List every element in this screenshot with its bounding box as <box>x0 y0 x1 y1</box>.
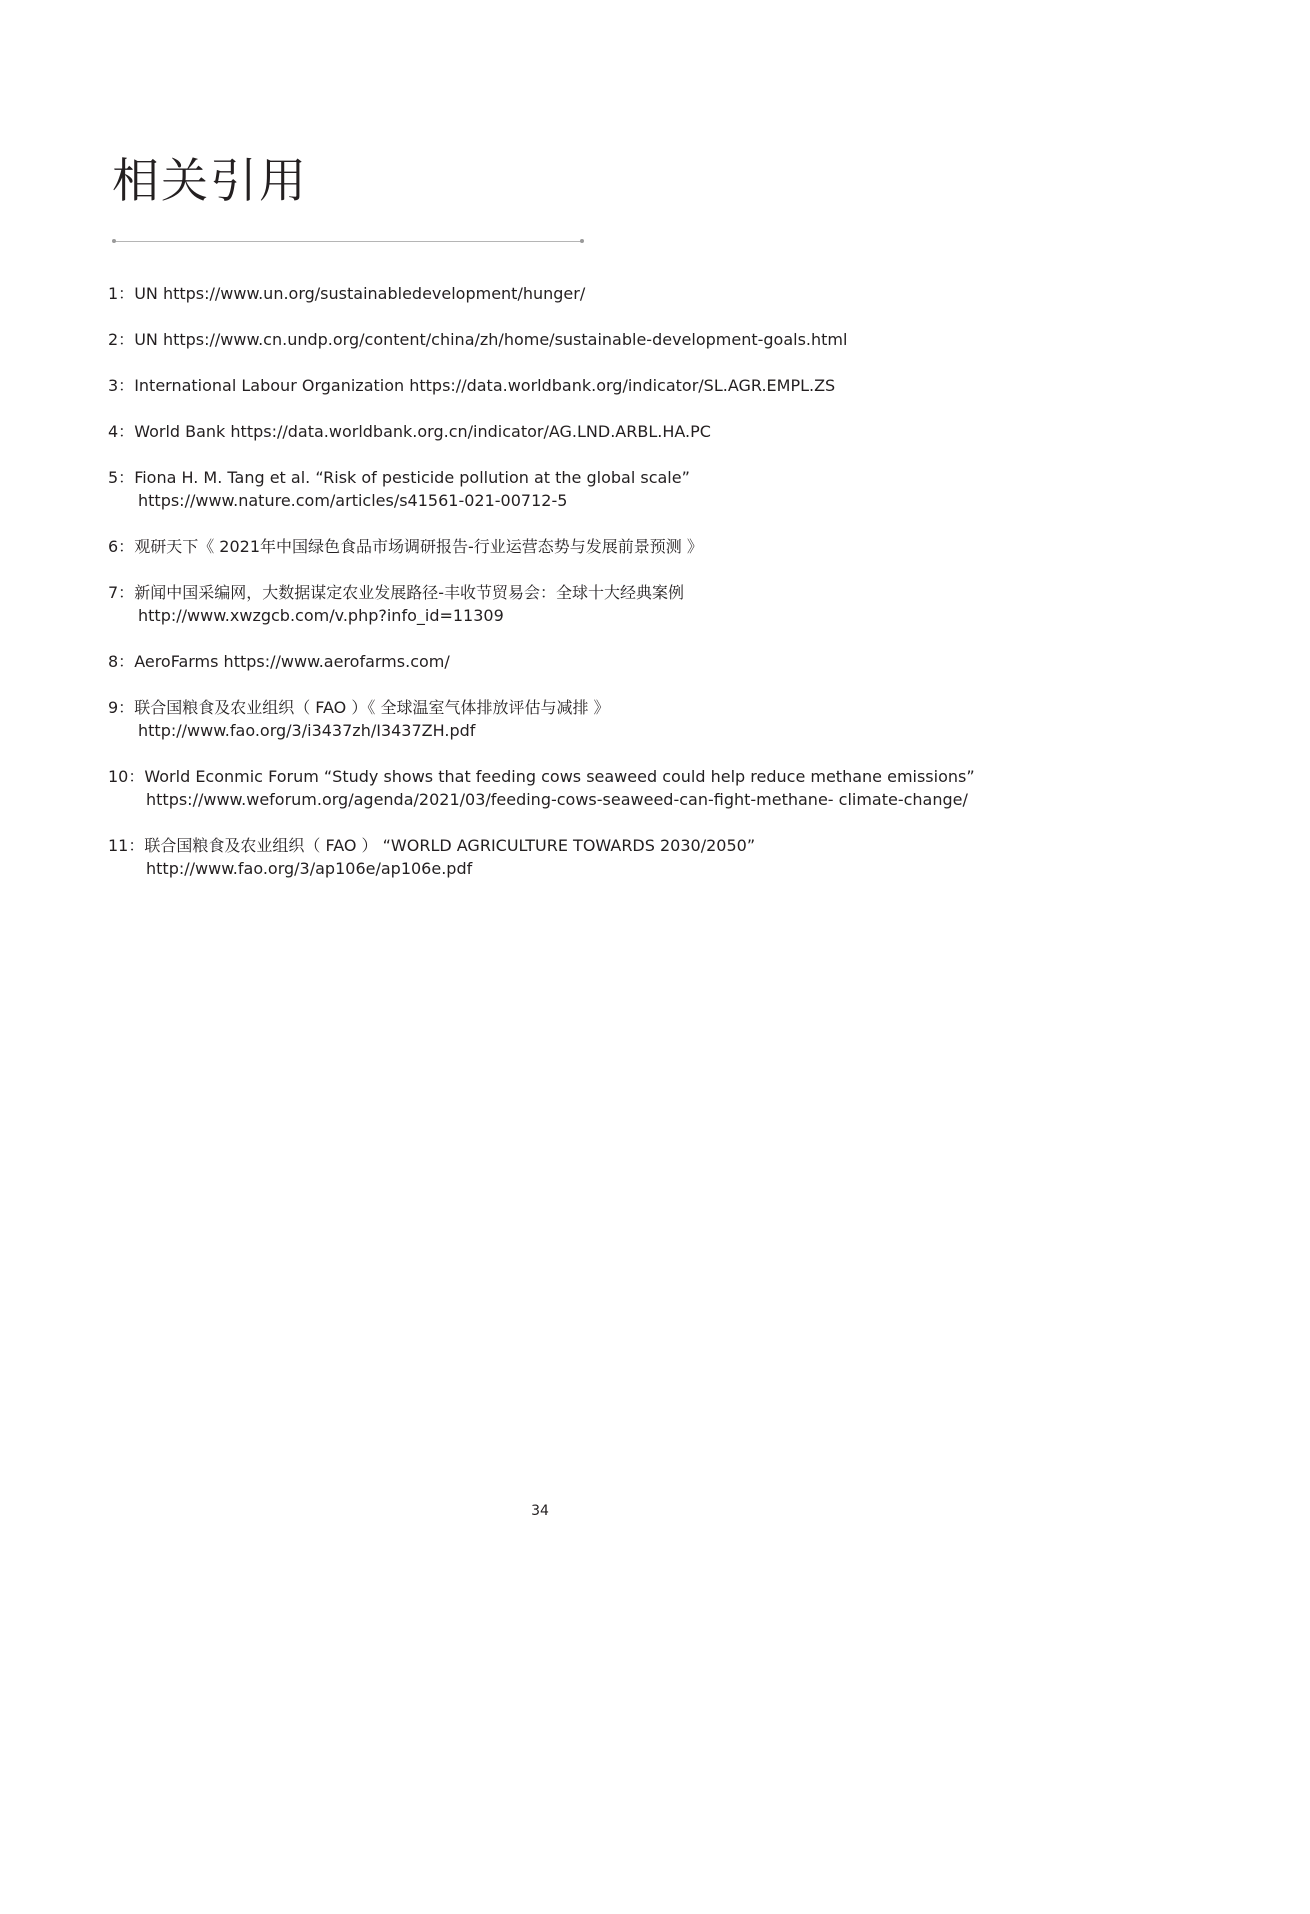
reference-number: 4： <box>108 422 135 441</box>
reference-item-6 <box>108 535 1038 558</box>
divider-dot-right <box>580 239 584 243</box>
reference-text: 新闻中国采编网，大数据谋定农业发展路径-丰收节贸易会：全球十大经典案例 <box>134 583 684 602</box>
reference-item-8 <box>108 650 1038 673</box>
reference-item-10 <box>108 765 1038 811</box>
reference-number: 3： <box>108 376 135 395</box>
reference-number: 5： <box>108 468 135 487</box>
reference-url[interactable]: http://www.fao.org/3/ap106e/ap106e.pdf <box>146 859 473 878</box>
reference-number: 2： <box>108 330 135 349</box>
reference-item-4 <box>108 420 1038 443</box>
reference-item-11 <box>108 834 1038 880</box>
reference-number: 8： <box>108 652 135 671</box>
reference-item-2 <box>108 328 1038 351</box>
reference-number: 9： <box>108 698 135 717</box>
divider-dot-left <box>112 239 116 243</box>
reference-text[interactable]: AeroFarms https://www.aerofarms.com/ <box>134 652 450 671</box>
reference-list <box>108 282 1038 903</box>
reference-text: 联合国粮食及农业组织（ FAO ）《 全球温室气体排放评估与减排 》 <box>134 698 610 717</box>
reference-item-5 <box>108 466 1038 512</box>
reference-number: 7： <box>108 583 135 602</box>
reference-text: 联合国粮食及农业组织（ FAO ） “WORLD AGRICULTURE TOWARDS 2030/2050” <box>144 836 756 855</box>
reference-url[interactable]: https://www.weforum.org/agenda/2021/03/feeding-cows-seaweed-can-fight-methane- climate-change/ <box>146 790 968 809</box>
reference-text: 观研天下《 2021年中国绿色食品市场调研报告-行业运营态势与发展前景预测 》 <box>134 537 703 556</box>
reference-url[interactable]: https://www.nature.com/articles/s41561-021-00712-5 <box>138 491 568 510</box>
page-title: 相关引用 <box>112 154 308 209</box>
reference-item-3 <box>108 374 1038 397</box>
title-divider <box>113 241 583 242</box>
reference-number: 1： <box>108 284 135 303</box>
reference-text: World Econmic Forum “Study shows that feeding cows seaweed could help reduce methane emissions” <box>144 767 975 786</box>
reference-text[interactable]: UN https://www.cn.undp.org/content/china/zh/home/sustainable-development-goals.html <box>134 330 848 349</box>
page-number: 34 <box>531 1503 549 1519</box>
reference-number: 11： <box>108 836 145 855</box>
reference-number: 10： <box>108 767 145 786</box>
reference-item-9 <box>108 696 1038 742</box>
reference-text: Fiona H. M. Tang et al. “Risk of pesticide pollution at the global scale” <box>134 468 690 487</box>
reference-item-1 <box>108 282 1038 305</box>
reference-number: 6： <box>108 537 135 556</box>
reference-text[interactable]: International Labour Organization https://data.worldbank.org/indicator/SL.AGR.EMPL.ZS <box>134 376 836 395</box>
reference-item-7 <box>108 581 1038 627</box>
reference-text[interactable]: World Bank https://data.worldbank.org.cn/indicator/AG.LND.ARBL.HA.PC <box>134 422 711 441</box>
reference-url[interactable]: http://www.fao.org/3/i3437zh/I3437ZH.pdf <box>138 721 476 740</box>
reference-url[interactable]: http://www.xwzgcb.com/v.php?info_id=11309 <box>138 606 504 625</box>
reference-text[interactable]: UN https://www.un.org/sustainabledevelopment/hunger/ <box>134 284 586 303</box>
